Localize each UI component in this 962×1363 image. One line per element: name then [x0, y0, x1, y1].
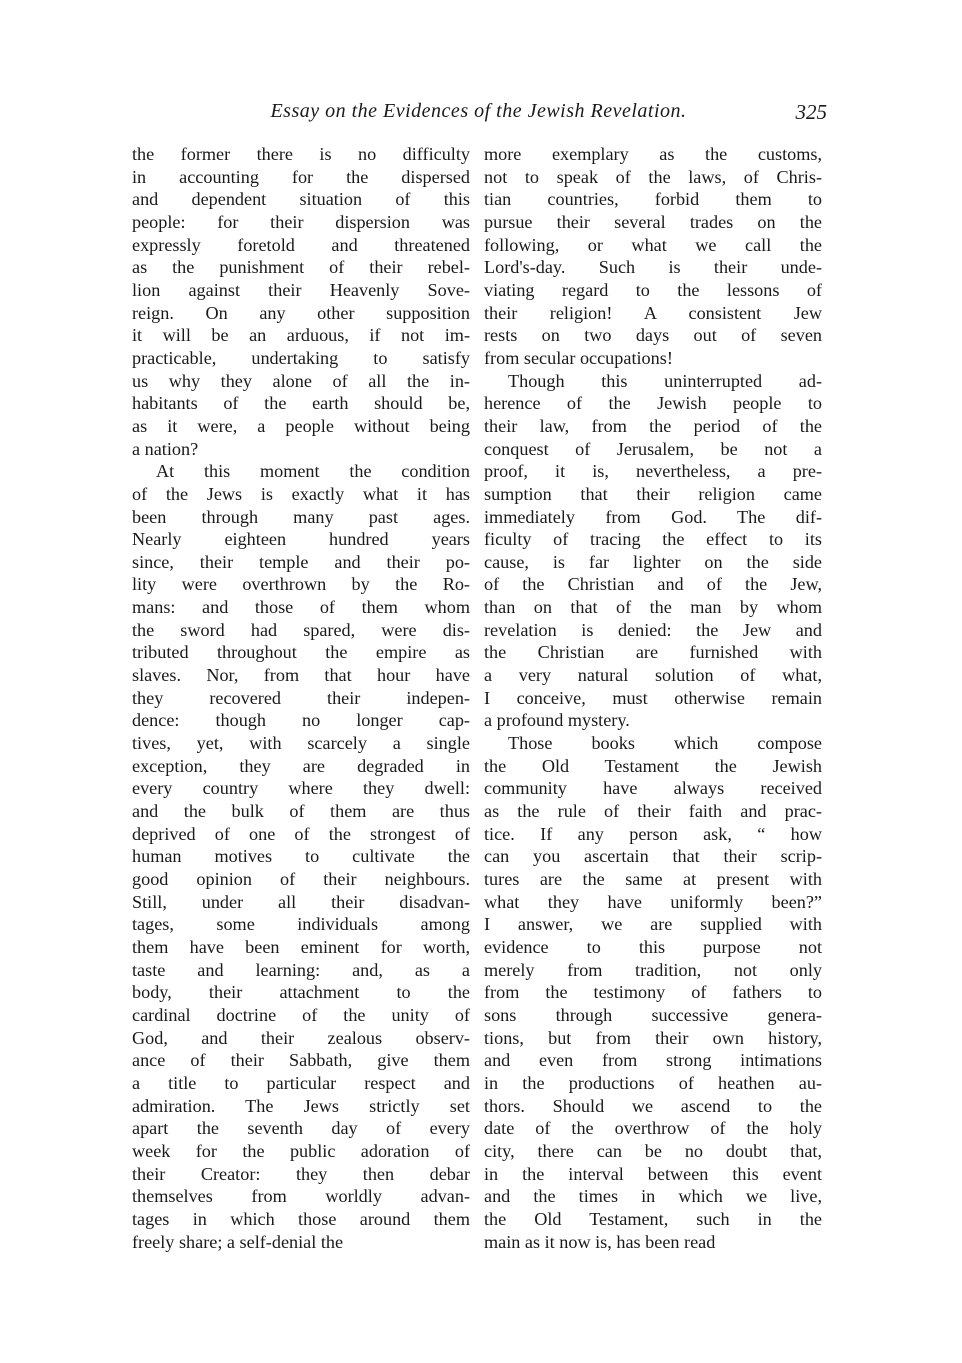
text-line: in the interval between this event	[484, 1163, 822, 1184]
text-line: deprived of one of the strongest of	[132, 823, 470, 844]
text-line: mans: and those of them whom	[132, 597, 470, 618]
page-number: 325	[795, 100, 827, 124]
text-line: from the testimony of fathers to	[484, 982, 822, 1003]
text-line: city, there can be no doubt that,	[484, 1140, 822, 1161]
text-line: and the bulk of them are thus	[132, 801, 470, 822]
text-line: lion against their Heavenly Sove-	[132, 279, 470, 300]
text-line: I conceive, must otherwise remain	[484, 687, 822, 708]
text-line: proof, it is, nevertheless, a pre-	[484, 461, 822, 482]
running-title: Essay on the Evidences of the Jewish Revelation.	[270, 100, 687, 122]
text-line: what they have uniformly been?”	[484, 891, 822, 912]
text-line: Lord's-day. Such is their unde-	[484, 257, 822, 278]
text-line: a title to particular respect and	[132, 1072, 470, 1093]
text-line: cause, is far lighter on the side	[484, 551, 822, 572]
text-line: a profound mystery.	[484, 710, 630, 731]
text-line: I answer, we are supplied with	[484, 914, 822, 935]
text-line: At this moment the condition	[156, 461, 470, 482]
text-line: tions, but from their own history,	[484, 1027, 822, 1048]
text-line: been through many past ages.	[132, 506, 470, 527]
text-line: tures are the same at present with	[484, 869, 822, 889]
text-line: habitants of the earth should be,	[132, 393, 470, 414]
text-line: week for the public adoration of	[132, 1140, 470, 1161]
text-line: their law, from the period of the	[484, 415, 822, 436]
text-line: immediately from God. The dif-	[484, 506, 822, 527]
text-line: Still, under all their disadvan-	[132, 891, 470, 912]
text-line: than on that of the man by whom	[484, 597, 822, 618]
text-line: in accounting for the dispersed	[132, 166, 470, 187]
text-line: taste and learning: and, as a	[132, 959, 470, 980]
page-header	[130, 100, 827, 130]
text-line: dence: though no longer cap-	[132, 710, 470, 731]
text-line: a very natural solution of what,	[484, 665, 822, 686]
text-line: as the rule of their faith and prac-	[484, 801, 822, 822]
text-line: in the productions of heathen au-	[484, 1072, 822, 1093]
text-line: the Old Testament, such in the	[484, 1208, 822, 1229]
text-line: expressly foretold and threatened	[132, 234, 470, 255]
text-line: human motives to cultivate the	[132, 846, 470, 867]
text-line: rests on two days out of seven	[484, 325, 822, 346]
text-line: slaves. Nor, from that hour have	[132, 665, 470, 686]
text-line: Though this uninterrupted ad-	[508, 370, 822, 391]
text-line: ficulty of tracing the effect to its	[484, 529, 822, 550]
text-line: merely from tradition, not only	[484, 959, 822, 980]
text-line: practicable, undertaking to satisfy	[132, 347, 470, 368]
text-line: as it were, a people without being	[132, 415, 470, 436]
text-line: as the punishment of their rebel-	[132, 257, 470, 278]
text-line: every country where they dwell:	[132, 778, 470, 799]
text-line: conquest of Jerusalem, be not a	[484, 438, 822, 459]
text-line: good opinion of their neighbours.	[132, 869, 470, 889]
text-line: admiration. The Jews strictly set	[132, 1095, 470, 1116]
text-line: a nation?	[132, 438, 199, 459]
text-line: thors. Should we ascend to the	[484, 1095, 822, 1116]
text-line: body, their attachment to the	[132, 982, 470, 1003]
text-line: tian countries, forbid them to	[484, 189, 822, 210]
text-line: cardinal doctrine of the unity of	[132, 1004, 470, 1025]
text-line: it will be an arduous, if not im-	[132, 325, 470, 346]
text-line: they recovered their indepen-	[132, 687, 470, 708]
text-line: themselves from worldly advan-	[132, 1186, 470, 1207]
text-line: pursue their several trades on the	[484, 211, 822, 232]
text-line: God, and their zealous observ-	[132, 1027, 470, 1048]
text-line: date of the overthrow of the holy	[484, 1118, 822, 1139]
text-line: sons through successive genera-	[484, 1004, 822, 1025]
text-line: the sword had spared, were dis-	[132, 619, 470, 640]
text-line: tives, yet, with scarcely a single	[132, 733, 470, 754]
text-line: following, or what we call the	[484, 234, 822, 255]
text-line: people: for their dispersion was	[132, 211, 470, 232]
text-line: ance of their Sabbath, give them	[132, 1050, 470, 1071]
text-line: tributed throughout the empire as	[132, 642, 470, 663]
right-text-column	[484, 143, 822, 1253]
text-line: Those books which compose	[508, 733, 822, 754]
text-line: their religion! A consistent Jew	[484, 302, 822, 323]
text-line: the former there is no difficulty	[132, 144, 470, 164]
text-line: exception, they are degraded in	[132, 755, 470, 776]
text-line: from secular occupations!	[484, 347, 673, 368]
text-line: main as it now is, has been read	[484, 1231, 716, 1252]
text-line: and the times in which we live,	[484, 1186, 822, 1207]
text-line: sumption that their religion came	[484, 483, 822, 504]
text-line: them have been eminent for worth,	[132, 936, 470, 957]
text-line: their Creator: they then debar	[132, 1163, 470, 1184]
text-line: herence of the Jewish people to	[484, 393, 822, 414]
text-line: reign. On any other supposition	[132, 302, 470, 323]
text-line: tice. If any person ask, “ how	[484, 823, 822, 844]
text-line: not to speak of the laws, of Chris-	[484, 166, 822, 187]
text-line: the Old Testament the Jewish	[484, 755, 822, 776]
text-line: us why they alone of all the in-	[132, 370, 470, 391]
text-line: more exemplary as the customs,	[484, 144, 822, 164]
left-text-column	[132, 143, 470, 1253]
text-line: can you ascertain that their scrip-	[484, 846, 822, 867]
text-line: since, their temple and their po-	[132, 551, 470, 572]
text-line: and even from strong intimations	[484, 1050, 822, 1071]
text-line: tages in which those around them	[132, 1208, 470, 1229]
text-line: lity were overthrown by the Ro-	[132, 574, 470, 595]
text-line: revelation is denied: the Jew and	[484, 619, 822, 640]
text-line: freely share; a self-denial the	[132, 1231, 344, 1252]
text-line: apart the seventh day of every	[132, 1118, 470, 1139]
text-line: viating regard to the lessons of	[484, 279, 822, 300]
text-line: tages, some individuals among	[132, 914, 470, 935]
text-line: evidence to this purpose not	[484, 936, 822, 957]
text-line: Nearly eighteen hundred years	[132, 529, 470, 550]
text-line: of the Christian and of the Jew,	[484, 574, 822, 595]
text-line: the Christian are furnished with	[484, 642, 822, 663]
text-line: community have always received	[484, 778, 822, 799]
text-line: and dependent situation of this	[132, 189, 470, 210]
text-line: of the Jews is exactly what it has	[132, 483, 470, 504]
